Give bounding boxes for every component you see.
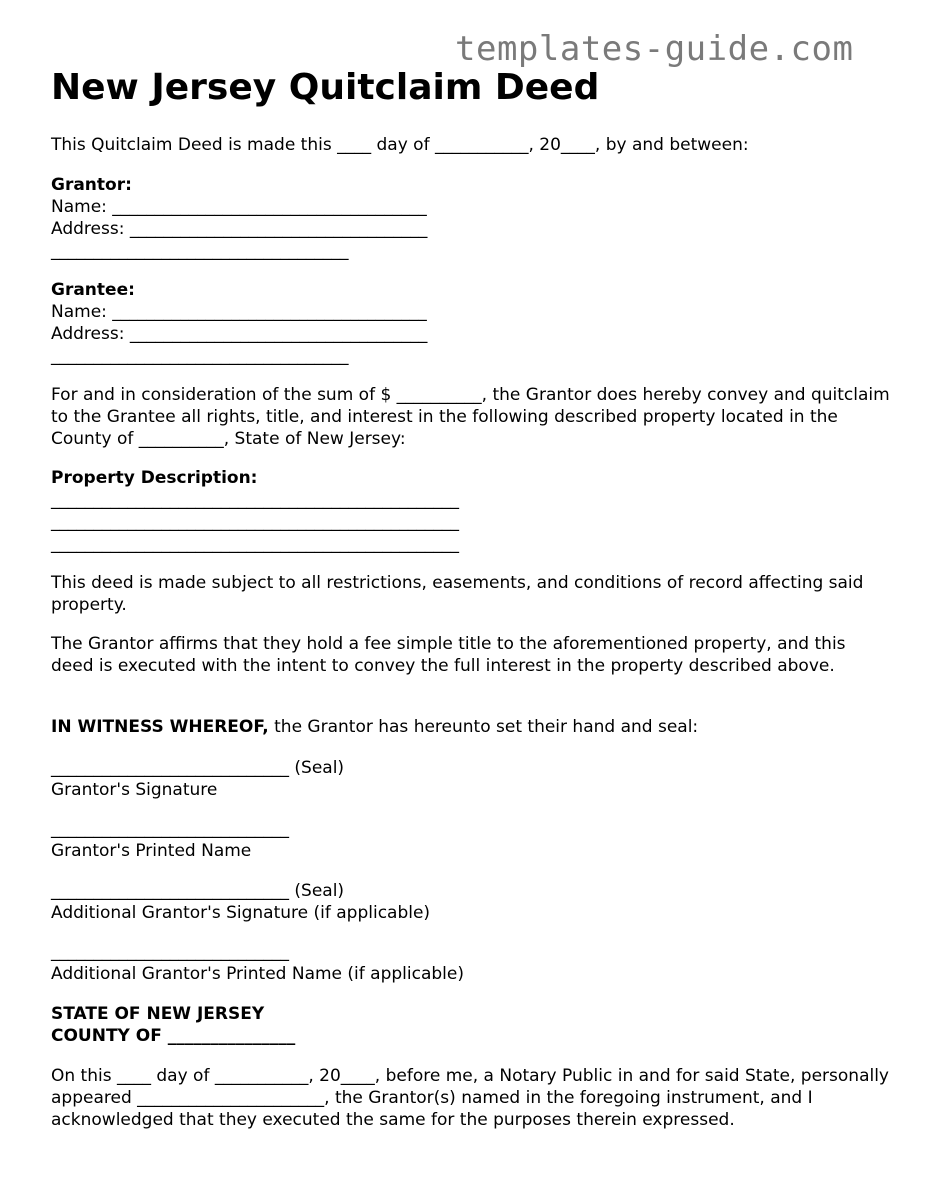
grantor-address-line-2: ___________________________________ bbox=[51, 241, 349, 261]
signature-label: Grantor's Signature bbox=[51, 780, 218, 800]
watermark: templates-guide.com bbox=[455, 29, 854, 69]
intro-text: This Quitclaim Deed is made this ____ day of ___________, 20____, by and between: bbox=[51, 135, 749, 155]
witness-bold: IN WITNESS WHEREOF, bbox=[51, 717, 269, 737]
property-description-line: ________________________________________________ bbox=[51, 534, 459, 554]
grantor-heading: Grantor: bbox=[51, 175, 132, 195]
grantee-name-field: Name: _____________________________________ bbox=[51, 302, 427, 322]
consideration-text: For and in consideration of the sum of $ __________, the Grantor does hereby convey and quitclaim to the Grantee all rights, title, and interest in the following described property located in the County of __________, State of New Jersey: bbox=[51, 385, 890, 449]
grantee-heading: Grantee: bbox=[51, 280, 135, 300]
witness-rest: the Grantor has hereunto set their hand and seal: bbox=[268, 717, 699, 737]
property-description-section bbox=[51, 467, 891, 555]
grantor-section bbox=[51, 174, 891, 262]
grantor-printed-name-block bbox=[51, 818, 891, 862]
additional-grantor-signature-block bbox=[51, 880, 891, 924]
additional-grantor-printed-name-block bbox=[51, 941, 891, 985]
grantee-section bbox=[51, 279, 891, 367]
witness-paragraph bbox=[51, 716, 891, 738]
notary-text: On this ____ day of ___________, 20____, before me, a Notary Public in and for said State, personally appeared ______________________, the Grantor(s) named in the foregoing instrument, and I acknowledged that they executed the same for the purposes therein expressed. bbox=[51, 1066, 889, 1130]
intro-paragraph bbox=[51, 134, 891, 156]
affirm-clause-paragraph bbox=[51, 633, 891, 677]
grantor-address-field: Address: ___________________________________ bbox=[51, 219, 428, 239]
notary-paragraph bbox=[51, 1065, 891, 1131]
signature-line: ____________________________ (Seal) bbox=[51, 758, 345, 778]
signature-line: ____________________________ (Seal) bbox=[51, 881, 345, 901]
notary-state: STATE OF NEW JERSEY bbox=[51, 1004, 265, 1024]
property-description-line: ________________________________________________ bbox=[51, 490, 459, 510]
notary-header bbox=[51, 1003, 891, 1047]
grantee-address-line-2: ___________________________________ bbox=[51, 346, 349, 366]
consideration-paragraph bbox=[51, 384, 891, 450]
notary-county: COUNTY OF _______________ bbox=[51, 1026, 296, 1046]
witness-text bbox=[51, 716, 891, 738]
signature-label: Additional Grantor's Printed Name (if applicable) bbox=[51, 964, 464, 984]
subject-clause-text: This deed is made subject to all restrictions, easements, and conditions of record affecting said property. bbox=[51, 573, 864, 615]
signature-line: ____________________________ bbox=[51, 942, 289, 962]
affirm-clause-text: The Grantor affirms that they hold a fee simple title to the aforementioned property, and this deed is executed with the intent to convey the full interest in the property described above. bbox=[51, 634, 846, 676]
subject-clause-paragraph bbox=[51, 572, 891, 616]
signature-label: Additional Grantor's Signature (if applicable) bbox=[51, 903, 431, 923]
document-title: New Jersey Quitclaim Deed bbox=[51, 67, 600, 108]
signature-label: Grantor's Printed Name bbox=[51, 841, 252, 861]
grantor-signature-block bbox=[51, 757, 891, 801]
grantor-name-field: Name: _____________________________________ bbox=[51, 197, 427, 217]
signature-line: ____________________________ bbox=[51, 819, 289, 839]
property-description-heading: Property Description: bbox=[51, 468, 258, 488]
property-description-line: ________________________________________________ bbox=[51, 512, 459, 532]
grantee-address-field: Address: ___________________________________ bbox=[51, 324, 428, 344]
